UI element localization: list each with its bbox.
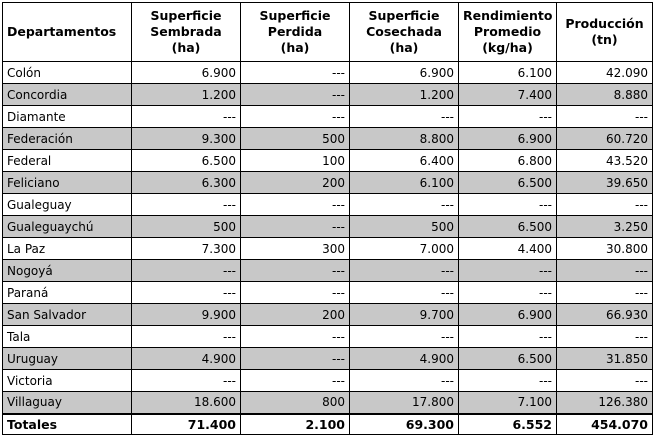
cell-departamento: Feliciano	[3, 172, 132, 194]
cell-cosechada: ---	[350, 194, 459, 216]
header-superficie-cosechada: Superficie Cosechada (ha)	[350, 3, 459, 62]
cell-rendimiento: ---	[459, 106, 557, 128]
cell-produccion: ---	[557, 194, 653, 216]
table-row	[3, 370, 653, 392]
cell-produccion: 126.380	[557, 392, 653, 414]
cell-departamento: Concordia	[3, 84, 132, 106]
cell-departamento: La Paz	[3, 238, 132, 260]
cell-cosechada: ---	[350, 282, 459, 304]
cell-departamento: Federación	[3, 128, 132, 150]
cell-produccion: ---	[557, 260, 653, 282]
cell-rendimiento: 6.500	[459, 348, 557, 370]
cell-perdida: ---	[241, 106, 350, 128]
cell-perdida: ---	[241, 216, 350, 238]
cell-sembrada: 6.500	[132, 150, 241, 172]
cell-rendimiento: 4.400	[459, 238, 557, 260]
cell-cosechada: ---	[350, 370, 459, 392]
cell-produccion: ---	[557, 326, 653, 348]
cell-departamento: Tala	[3, 326, 132, 348]
cell-perdida: ---	[241, 348, 350, 370]
header-departamentos: Departamentos	[3, 3, 132, 62]
cell-perdida: ---	[241, 326, 350, 348]
totals-row	[3, 414, 653, 435]
header-produccion: Producción (tn)	[557, 3, 653, 62]
cell-sembrada: ---	[132, 326, 241, 348]
totals-cosechada: 69.300	[350, 414, 459, 435]
header-superficie-sembrada: Superficie Sembrada (ha)	[132, 3, 241, 62]
cell-departamento: Colón	[3, 62, 132, 84]
cell-cosechada: 7.000	[350, 238, 459, 260]
table-row	[3, 238, 653, 260]
cell-departamento: Diamante	[3, 106, 132, 128]
cell-sembrada: ---	[132, 106, 241, 128]
cell-sembrada: 18.600	[132, 392, 241, 414]
cell-cosechada: 4.900	[350, 348, 459, 370]
cell-rendimiento: ---	[459, 326, 557, 348]
cell-rendimiento: ---	[459, 260, 557, 282]
cell-sembrada: 9.900	[132, 304, 241, 326]
totals-sembrada: 71.400	[132, 414, 241, 435]
header-superficie-perdida: Superficie Perdida (ha)	[241, 3, 350, 62]
cell-departamento: Gualeguaychú	[3, 216, 132, 238]
totals-perdida: 2.100	[241, 414, 350, 435]
table-row	[3, 392, 653, 414]
cell-cosechada: ---	[350, 260, 459, 282]
table-body	[3, 62, 653, 414]
cell-rendimiento: 6.100	[459, 62, 557, 84]
cell-sembrada: ---	[132, 194, 241, 216]
cell-cosechada: 8.800	[350, 128, 459, 150]
cell-departamento: Villaguay	[3, 392, 132, 414]
table-row	[3, 304, 653, 326]
cell-produccion: ---	[557, 106, 653, 128]
table-row	[3, 84, 653, 106]
cell-cosechada: ---	[350, 106, 459, 128]
cell-perdida: 200	[241, 172, 350, 194]
cell-cosechada: 6.100	[350, 172, 459, 194]
cell-sembrada: 6.300	[132, 172, 241, 194]
cell-rendimiento: ---	[459, 282, 557, 304]
cell-sembrada: ---	[132, 282, 241, 304]
production-table	[2, 2, 653, 435]
cell-cosechada: 500	[350, 216, 459, 238]
totals-label: Totales	[3, 414, 132, 435]
cell-rendimiento: 6.900	[459, 128, 557, 150]
table-row	[3, 62, 653, 84]
header-rendimiento-promedio: Rendimiento Promedio (kg/ha)	[459, 3, 557, 62]
table-row	[3, 260, 653, 282]
cell-produccion: 43.520	[557, 150, 653, 172]
table-row	[3, 326, 653, 348]
cell-departamento: Nogoyá	[3, 260, 132, 282]
table-row	[3, 150, 653, 172]
cell-sembrada: 1.200	[132, 84, 241, 106]
cell-perdida: 200	[241, 304, 350, 326]
cell-perdida: 300	[241, 238, 350, 260]
cell-produccion: 30.800	[557, 238, 653, 260]
cell-sembrada: ---	[132, 260, 241, 282]
cell-produccion: 39.650	[557, 172, 653, 194]
cell-rendimiento: 6.800	[459, 150, 557, 172]
cell-sembrada: 9.300	[132, 128, 241, 150]
cell-produccion: ---	[557, 370, 653, 392]
header-row	[3, 3, 653, 62]
cell-rendimiento: 6.900	[459, 304, 557, 326]
table-row	[3, 128, 653, 150]
totals-produccion: 454.070	[557, 414, 653, 435]
cell-produccion: 60.720	[557, 128, 653, 150]
table-row	[3, 194, 653, 216]
cell-perdida: 500	[241, 128, 350, 150]
totals-rendimiento: 6.552	[459, 414, 557, 435]
cell-perdida: ---	[241, 84, 350, 106]
cell-departamento: San Salvador	[3, 304, 132, 326]
cell-rendimiento: ---	[459, 370, 557, 392]
cell-perdida: ---	[241, 260, 350, 282]
cell-produccion: ---	[557, 282, 653, 304]
cell-rendimiento: 7.400	[459, 84, 557, 106]
cell-cosechada: 1.200	[350, 84, 459, 106]
cell-cosechada: 6.400	[350, 150, 459, 172]
cell-cosechada: 6.900	[350, 62, 459, 84]
cell-departamento: Gualeguay	[3, 194, 132, 216]
cell-perdida: ---	[241, 282, 350, 304]
cell-produccion: 31.850	[557, 348, 653, 370]
cell-perdida: 800	[241, 392, 350, 414]
cell-perdida: ---	[241, 62, 350, 84]
cell-produccion: 66.930	[557, 304, 653, 326]
cell-rendimiento: 6.500	[459, 216, 557, 238]
cell-cosechada: 9.700	[350, 304, 459, 326]
table-row	[3, 106, 653, 128]
cell-cosechada: ---	[350, 326, 459, 348]
cell-sembrada: 7.300	[132, 238, 241, 260]
cell-perdida: 100	[241, 150, 350, 172]
table-row	[3, 348, 653, 370]
cell-sembrada: 6.900	[132, 62, 241, 84]
cell-cosechada: 17.800	[350, 392, 459, 414]
cell-perdida: ---	[241, 370, 350, 392]
cell-produccion: 3.250	[557, 216, 653, 238]
table-row	[3, 172, 653, 194]
cell-departamento: Paraná	[3, 282, 132, 304]
cell-sembrada: 500	[132, 216, 241, 238]
cell-departamento: Uruguay	[3, 348, 132, 370]
cell-departamento: Federal	[3, 150, 132, 172]
cell-rendimiento: 6.500	[459, 172, 557, 194]
cell-sembrada: 4.900	[132, 348, 241, 370]
cell-produccion: 8.880	[557, 84, 653, 106]
cell-perdida: ---	[241, 194, 350, 216]
table-row	[3, 216, 653, 238]
table-row	[3, 282, 653, 304]
cell-rendimiento: ---	[459, 194, 557, 216]
cell-produccion: 42.090	[557, 62, 653, 84]
cell-rendimiento: 7.100	[459, 392, 557, 414]
cell-departamento: Victoria	[3, 370, 132, 392]
cell-sembrada: ---	[132, 370, 241, 392]
